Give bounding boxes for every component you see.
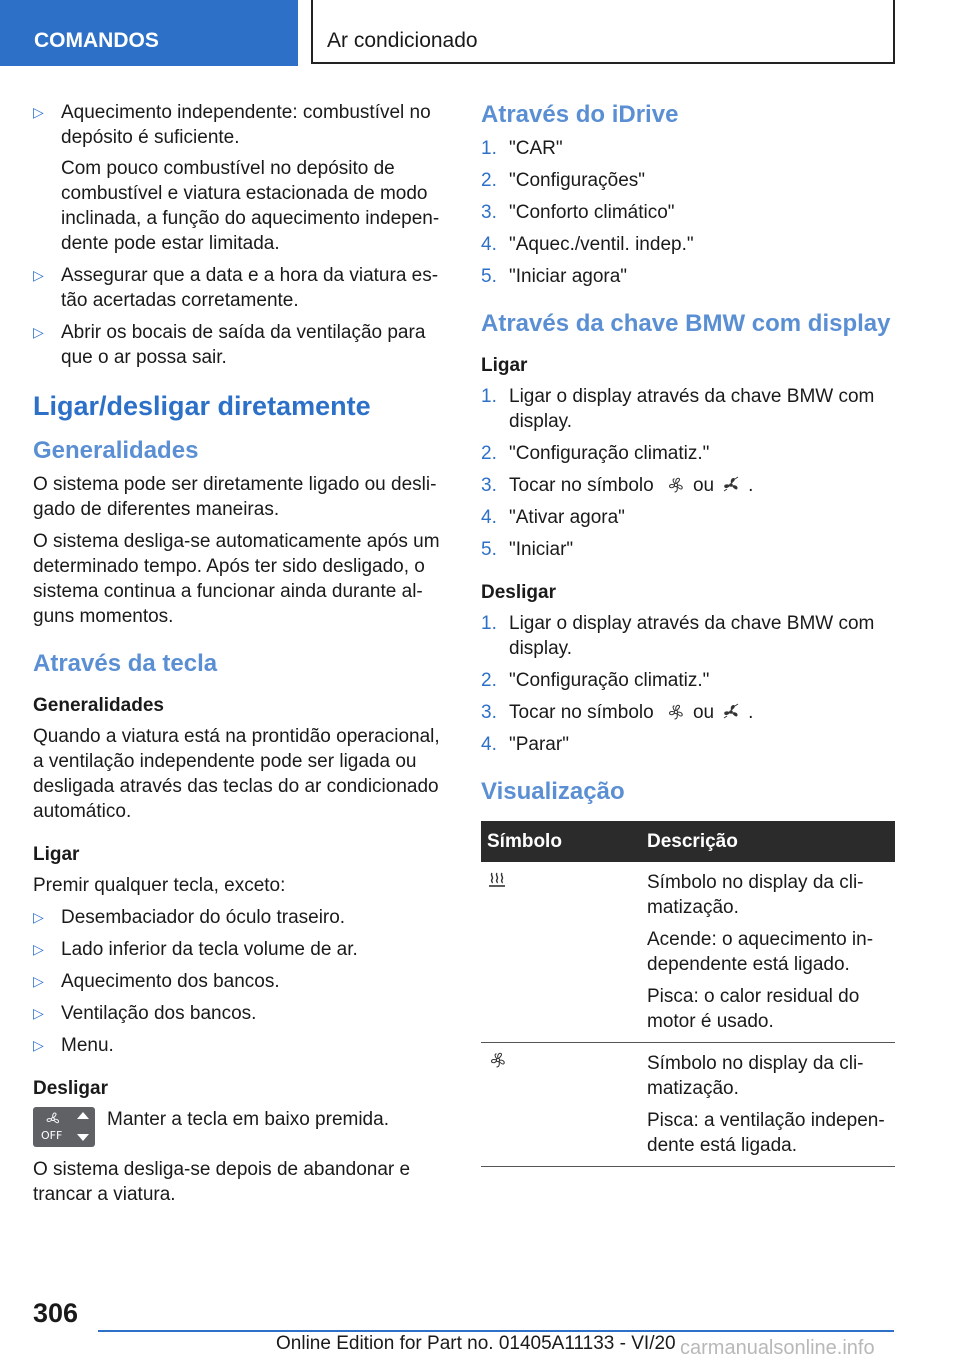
table-row: Símbolo no display da climatização. Acende: o aquecimento independente está ligado. Pisca: o calor residual do motor é usado.	[481, 862, 895, 1043]
list-item: ▷ Ventilação dos bancos.	[33, 1003, 257, 1024]
paragraph: O sistema pode ser diretamente ligado ou desligado de diferentes maneiras.	[33, 474, 437, 520]
section-tab: COMANDOS	[0, 0, 298, 66]
list-item: ▷ Lado inferior da tecla volume de ar.	[33, 939, 358, 960]
table-row: Símbolo no display da climatização. Pisca: a ventilação independente está ligada.	[481, 1043, 895, 1167]
fan-icon	[665, 476, 687, 494]
list-item: 2. "Configurações"	[481, 170, 646, 191]
list-item: 3. Tocar no símbolo ou .	[481, 475, 754, 496]
list-item: ▷ Aquecimento dos bancos.	[33, 971, 280, 992]
list-item: ▷ Menu.	[33, 1035, 114, 1056]
minor-heading: Generalidades	[33, 695, 164, 716]
list-item: 1. "CAR"	[481, 138, 563, 159]
fan-bold-icon	[720, 476, 742, 494]
triangle-bullet-icon: ▷	[33, 324, 44, 340]
off-key-row	[33, 1107, 445, 1147]
list-item: 4. "Ativar agora"	[481, 507, 625, 528]
symbol-table	[481, 821, 895, 1167]
paragraph: O sistema desliga-se automaticamente após um determinado tempo. Após ter sido desligado, o sistema continua a funcionar ainda durante alguns momentos.	[33, 531, 440, 627]
paragraph: O sistema desliga-se depois de abandonar e trancar a viatura.	[33, 1159, 411, 1205]
list-item: ▷ Desembaciador do óculo traseiro.	[33, 907, 346, 928]
paragraph: Manter a tecla em baixo premida.	[107, 1109, 389, 1130]
prerequisites-list	[33, 100, 445, 370]
list-item: 2. "Configuração climatiz."	[481, 443, 710, 464]
section-heading: Ligar/desligar diretamente	[33, 391, 371, 421]
triangle-bullet-icon: ▷	[33, 941, 44, 957]
list-item: 5. "Iniciar agora"	[481, 266, 628, 287]
list-item: 1. Ligar o display através da chave BMW com display.	[481, 386, 875, 432]
left-column	[33, 100, 445, 1214]
minor-heading: Ligar	[33, 844, 80, 865]
fan-icon	[665, 703, 687, 721]
subsection-heading: Através do iDrive	[481, 101, 679, 128]
chapter-title: Ar condicionado	[311, 0, 895, 64]
minor-heading: Desligar	[481, 582, 556, 603]
list-item: ▷ Abrir os bocais de saída da ventilação para que o ar possa sair.	[33, 322, 426, 368]
watermark: carmanualsonline.info	[680, 1337, 875, 1359]
subsection-heading: Visualização	[481, 778, 625, 805]
right-column	[481, 100, 895, 1167]
list-item: ▷ Assegurar que a data e a hora da viatura estão acertadas corretamente.	[33, 265, 439, 311]
list-item: 4. "Aquec./ventil. indep."	[481, 234, 694, 255]
exceptions-list	[33, 905, 445, 1058]
list-item: 1. Ligar o display através da chave BMW com display.	[481, 613, 875, 659]
list-item: 3. "Conforto climático"	[481, 202, 675, 223]
fan-bold-icon	[720, 703, 742, 721]
key-on-steps	[481, 384, 895, 562]
fan-off-key-icon	[33, 1107, 95, 1147]
minor-heading: Desligar	[33, 1078, 108, 1099]
list-item: 2. "Configuração climatiz."	[481, 670, 710, 691]
triangle-bullet-icon: ▷	[33, 104, 44, 120]
paragraph: Quando a viatura está na prontidão operacional, a ventilação independente pode ser ligada ou desligada através das teclas do ar condicionado automático.	[33, 726, 440, 822]
column-header: Descrição	[641, 821, 895, 862]
off-key-label: OFF	[41, 1129, 63, 1142]
list-item: 3. Tocar no símbolo ou .	[481, 702, 754, 723]
footer-text: Online Edition for Part no. 01405A11133 - VI/20	[276, 1333, 676, 1354]
list-item: 4. "Parar"	[481, 734, 569, 755]
page-number: 306	[33, 1298, 79, 1328]
list-item: ▷ Aquecimento independente: combustível no depósito é suficiente. Com pouco combustível no depósito de combustível e viatura estacionada de modo inclinada, a função do aquecimento independente pode estar limitada.	[33, 102, 440, 254]
paragraph: Premir qualquer tecla, exceto:	[33, 875, 286, 896]
triangle-bullet-icon: ▷	[33, 973, 44, 989]
fan-icon	[487, 1051, 509, 1069]
triangle-bullet-icon: ▷	[33, 1037, 44, 1053]
key-off-steps	[481, 611, 895, 757]
subsection-heading: Através da chave BMW com display	[481, 310, 891, 337]
table-header-row	[481, 821, 895, 862]
idrive-steps	[481, 136, 895, 289]
footer-divider	[98, 1330, 894, 1332]
list-item: 5. "Iniciar"	[481, 539, 574, 560]
heat-waves-icon	[487, 870, 507, 888]
minor-heading: Ligar	[481, 355, 528, 376]
triangle-bullet-icon: ▷	[33, 267, 44, 283]
triangle-bullet-icon: ▷	[33, 909, 44, 925]
triangle-bullet-icon: ▷	[33, 1005, 44, 1021]
subsection-heading: Através da tecla	[33, 650, 218, 677]
page-header	[0, 0, 960, 66]
subsection-heading: Generalidades	[33, 437, 199, 464]
column-header: Símbolo	[481, 821, 641, 862]
